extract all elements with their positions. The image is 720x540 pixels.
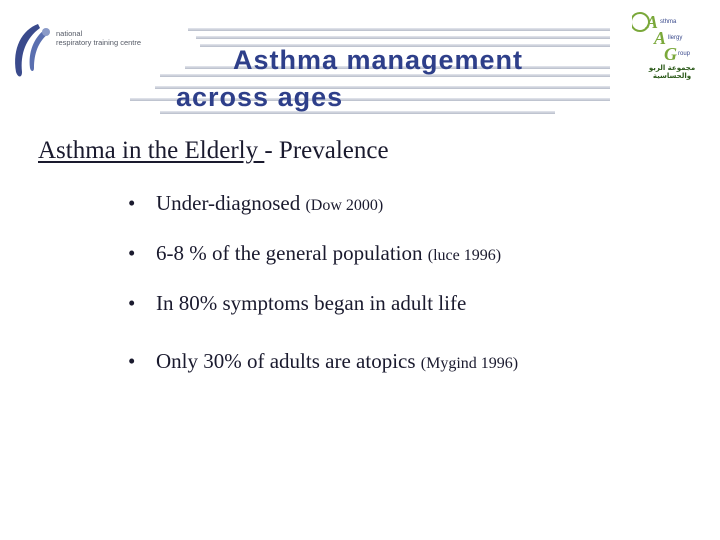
slide-title-line1: Asthma management bbox=[232, 45, 524, 75]
logo-letter-a2: A bbox=[654, 28, 667, 48]
aag-logo-mark-icon bbox=[632, 8, 712, 64]
bullet-dot-icon: • bbox=[128, 241, 136, 265]
logo-word-3: roup bbox=[678, 51, 691, 57]
logo-text-line2: respiratory training centre bbox=[56, 38, 142, 47]
ntrc-swoosh-icon bbox=[8, 20, 56, 82]
bullet-item bbox=[128, 191, 383, 216]
bullet-text: In 80% symptoms began in adult life bbox=[156, 291, 467, 315]
slide-title-line2: across ages bbox=[176, 82, 344, 112]
logo-text-line1: national bbox=[56, 29, 83, 38]
bullet-dot-icon: • bbox=[128, 291, 136, 315]
bullet-dot-icon: • bbox=[128, 191, 136, 215]
bullet-reference: (luce 1996) bbox=[427, 247, 502, 264]
bullet-text: 6-8 % of the general population bbox=[156, 241, 428, 265]
slide-subtitle bbox=[38, 137, 389, 165]
logo-letter-g: G bbox=[664, 44, 677, 64]
bullet-reference: (Mygind 1996) bbox=[420, 355, 519, 372]
aag-logo bbox=[632, 8, 712, 80]
bullet-dot-icon: • bbox=[128, 349, 136, 373]
logo-word-2: llergy bbox=[668, 35, 683, 41]
bullet-item bbox=[128, 291, 466, 316]
header-stripe bbox=[188, 28, 610, 31]
logo-letter-a1: A bbox=[646, 12, 659, 32]
logo-word-1: sthma bbox=[660, 19, 677, 25]
logo-arabic-text: مجموعة الربو والحساسية bbox=[648, 64, 696, 80]
bullet-text: Under-diagnosed bbox=[156, 191, 306, 215]
header-stripe bbox=[196, 36, 610, 39]
bullet-item bbox=[128, 241, 501, 266]
subtitle-rest: - Prevalence bbox=[264, 137, 389, 164]
subtitle-underlined: Asthma in the Elderly bbox=[38, 137, 265, 164]
bullet-item bbox=[128, 349, 518, 374]
bullet-reference: (Dow 2000) bbox=[305, 197, 384, 214]
bullet-text: Only 30% of adults are atopics bbox=[156, 349, 421, 373]
